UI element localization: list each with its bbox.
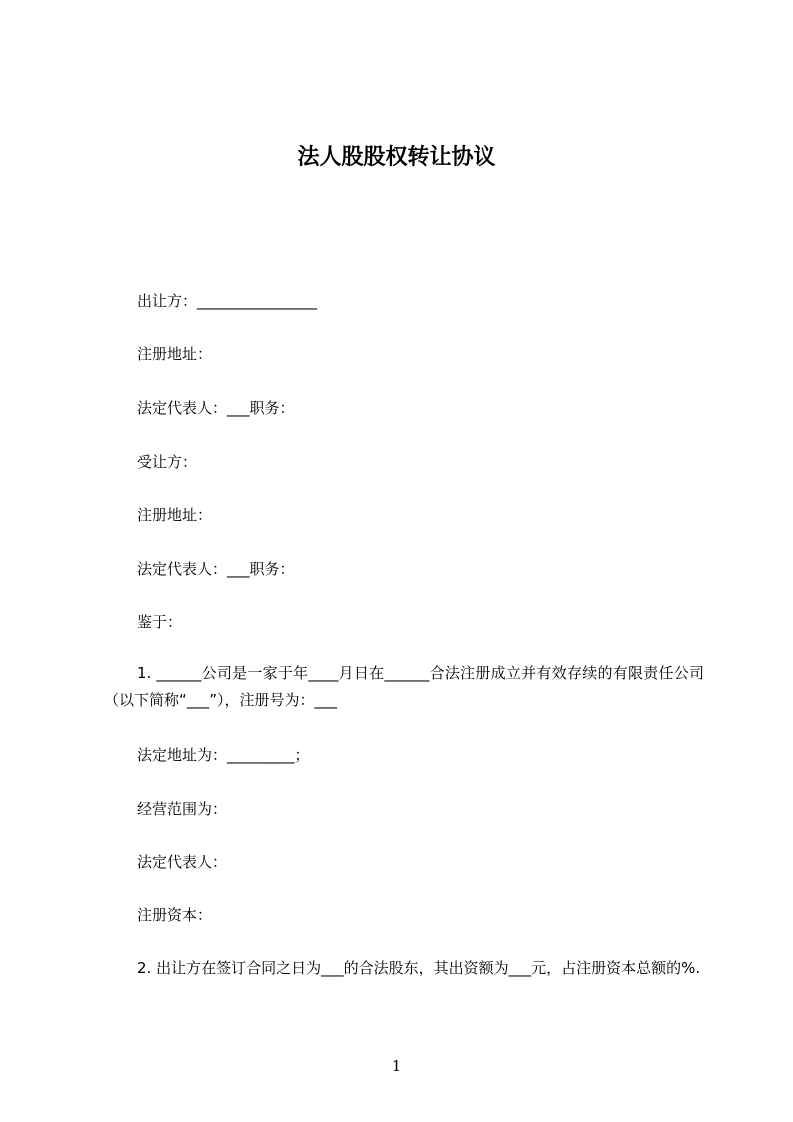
clause-1: 1. ______公司是一家于年____月日在______合法注册成立并有效存续的有限责任公司（以下简称“___”），注册号为：___	[104, 664, 704, 709]
transferor-address-line: 注册地址：	[137, 345, 213, 363]
legal-address-line: 法定地址为：_________；	[137, 746, 310, 764]
transferee-line: 受让方：	[137, 453, 198, 471]
legal-representative-line: 法定代表人：	[137, 853, 228, 871]
transferor-line: 出让方：________________	[137, 292, 318, 310]
document-title: 法人股股权转让协议	[297, 145, 496, 170]
transferee-address-line: 注册地址：	[137, 506, 213, 524]
whereas-line: 鉴于：	[137, 613, 183, 631]
clause-2: 2. 出让方在签订合同之日为___的合法股东，其出资额为___元，占注册资本总额的%.	[137, 959, 701, 977]
business-scope-line: 经营范围为：	[137, 800, 228, 818]
transferee-representative-line: 法定代表人：___职务：	[137, 560, 295, 578]
page-number: 1	[391, 1057, 402, 1075]
registered-capital-line: 注册资本：	[137, 906, 213, 924]
transferor-representative-line: 法定代表人：___职务：	[137, 399, 295, 417]
